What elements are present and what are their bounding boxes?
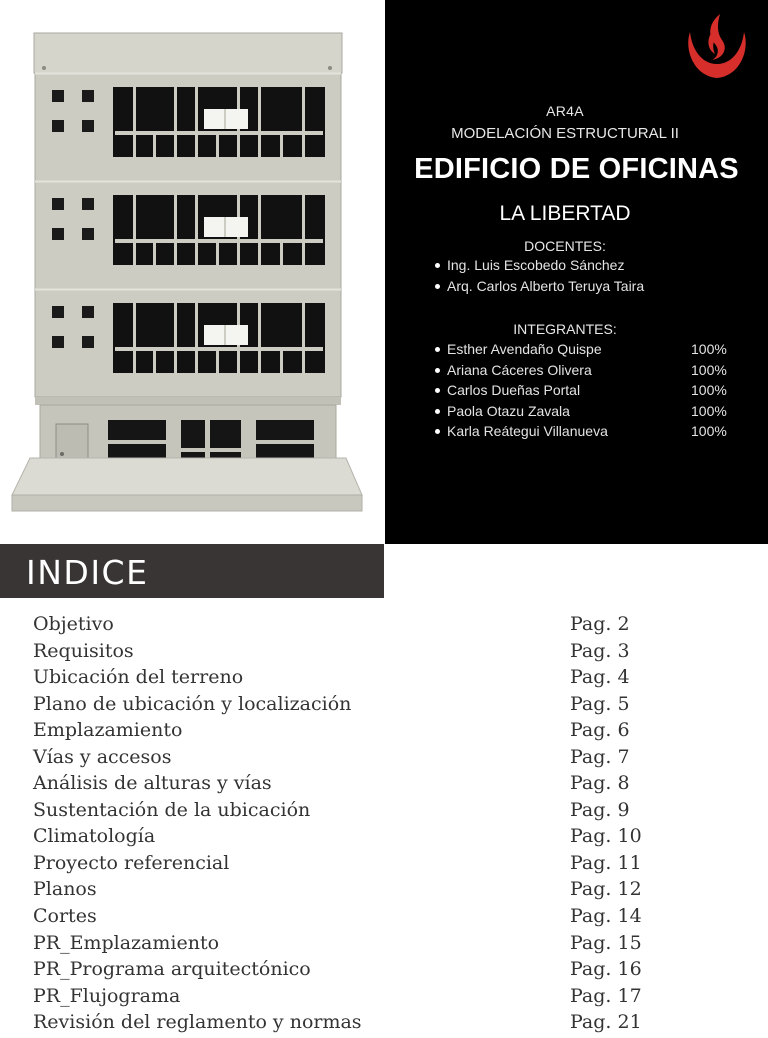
table-of-contents	[0, 613, 768, 1038]
member-name: Paola Otazu Zavala	[447, 402, 570, 419]
bullet-icon	[435, 284, 440, 289]
index-title: INDICE	[26, 553, 149, 592]
member-item	[447, 423, 727, 444]
member-percent: 100%	[691, 402, 727, 419]
toc-entry	[0, 852, 768, 879]
toc-entry-page: Pag. 2	[570, 613, 630, 635]
members-heading: INTEGRANTES:	[513, 321, 617, 337]
toc-entry-title: PR_Flujograma	[33, 984, 181, 1007]
members-list	[447, 341, 727, 444]
toc-entry-page: Pag. 16	[570, 958, 642, 981]
toc-entry-title: Emplazamiento	[33, 719, 183, 742]
toc-entry-title: Proyecto referencial	[33, 851, 230, 874]
toc-entry	[0, 613, 768, 640]
toc-entry	[0, 1011, 768, 1038]
member-item	[447, 402, 727, 424]
toc-entry-page: Pag. 6	[570, 719, 630, 742]
toc-entry-title: Objetivo	[33, 613, 114, 635]
toc-entry	[0, 958, 768, 985]
toc-entry	[0, 640, 768, 667]
toc-entry-page: Pag. 15	[570, 931, 642, 954]
member-item	[447, 382, 727, 403]
toc-entry-title: Plano de ubicación y localización	[33, 692, 352, 715]
teacher-item	[447, 257, 644, 278]
toc-entry-title: Sustentación de la ubicación	[33, 798, 311, 821]
index-banner	[0, 544, 384, 598]
toc-entry-page: Pag. 4	[570, 666, 630, 689]
toc-entry-title: Planos	[33, 878, 97, 901]
building-model-image	[0, 0, 385, 544]
member-name: Carlos Dueñas Portal	[447, 382, 581, 398]
toc-entry-page: Pag. 12	[570, 878, 642, 901]
bullet-icon	[435, 429, 440, 434]
member-item	[447, 341, 727, 362]
toc-entry	[0, 825, 768, 852]
toc-entry-page: Pag. 8	[570, 772, 630, 795]
toc-entry-title: Requisitos	[33, 639, 134, 662]
toc-entry	[0, 985, 768, 1012]
toc-entry-page: Pag. 17	[570, 984, 642, 1007]
toc-entry-page: Pag. 14	[570, 905, 642, 928]
member-name: Karla Reátegui Villanueva	[447, 423, 608, 439]
toc-entry	[0, 932, 768, 959]
toc-entry-title: PR_Emplazamiento	[33, 931, 220, 954]
teachers-list	[447, 257, 644, 298]
toc-entry-page: Pag. 5	[570, 692, 630, 715]
member-name: Esther Avendaño Quispe	[447, 341, 602, 357]
toc-entry	[0, 878, 768, 905]
toc-entry-page: Pag. 11	[570, 851, 642, 874]
toc-entry-title: PR_Programa arquitectónico	[33, 958, 311, 981]
toc-entry-page: Pag. 9	[570, 798, 630, 821]
course-name: MODELACIÓN ESTRUCTURAL II	[451, 125, 679, 142]
member-percent: 100%	[691, 382, 727, 398]
member-name: Ariana Cáceres Olivera	[447, 361, 592, 378]
flame-logo-icon	[682, 10, 752, 82]
toc-entry	[0, 905, 768, 932]
teacher-name: Arq. Carlos Alberto Teruya Taira	[447, 277, 645, 294]
bullet-icon	[435, 347, 440, 352]
toc-entry	[0, 693, 768, 720]
member-item	[447, 361, 727, 383]
toc-entry-title: Revisión del reglamento y normas	[33, 1011, 362, 1034]
project-location: LA LIBERTAD	[499, 202, 631, 225]
bullet-icon	[435, 263, 440, 268]
member-percent: 100%	[691, 361, 727, 378]
bullet-icon	[435, 409, 440, 414]
project-title: EDIFICIO DE OFICINAS	[414, 153, 739, 185]
course-code: AR4A	[546, 103, 584, 119]
toc-entry-page: Pag. 10	[570, 825, 642, 848]
toc-entry	[0, 772, 768, 799]
cover-panel	[385, 0, 768, 544]
bullet-icon	[435, 388, 440, 393]
toc-entry-page: Pag. 7	[570, 745, 630, 768]
toc-entry-title: Ubicación del terreno	[33, 666, 244, 689]
teachers-heading: DOCENTES:	[524, 238, 606, 254]
member-percent: 100%	[691, 341, 727, 357]
member-percent: 100%	[691, 423, 727, 439]
toc-entry	[0, 799, 768, 826]
toc-entry-title: Vías y accesos	[33, 745, 172, 768]
toc-entry-title: Cortes	[33, 905, 97, 928]
toc-entry-page: Pag. 3	[570, 639, 630, 662]
teacher-name: Ing. Luis Escobedo Sánchez	[447, 257, 625, 273]
bullet-icon	[435, 368, 440, 373]
toc-entry-page: Pag. 21	[570, 1011, 642, 1034]
toc-entry	[0, 719, 768, 746]
toc-entry	[0, 666, 768, 693]
teacher-item	[447, 278, 644, 299]
toc-entry	[0, 746, 768, 773]
toc-entry-title: Climatología	[33, 825, 156, 848]
toc-entry-title: Análisis de alturas y vías	[33, 772, 272, 795]
